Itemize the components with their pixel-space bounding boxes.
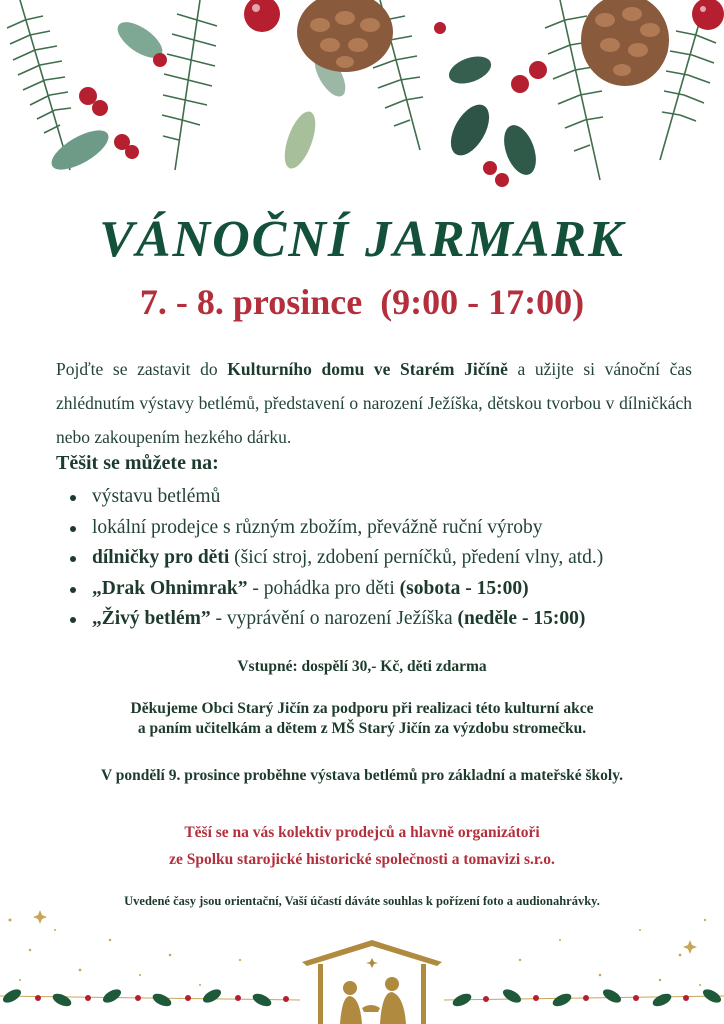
list-item-time: (sobota - 15:00) bbox=[399, 577, 529, 599]
list-item bbox=[56, 574, 706, 605]
organizers-note bbox=[0, 819, 724, 873]
intro-venue: Kulturního domu ve Starém Jičíně bbox=[227, 358, 508, 379]
disclaimer: Uvedené časy jsou orientační, Vaší účastí dáváte souhlas k pořízení foto a audionahrávky. bbox=[124, 894, 600, 908]
intro-text-end: a užijte si vánoční čas zhlédnutím výstavy betlémů, představení o narození Ježíška, dětskou tvorbou v dílničkách nebo zakoupením hezkého dárku. bbox=[56, 358, 692, 447]
list-item-time: (neděle - 15:00) bbox=[457, 608, 586, 629]
bottom-decoration bbox=[0, 900, 724, 1024]
holly-garland-icon bbox=[0, 987, 724, 1009]
pine-garland-decoration bbox=[0, 0, 724, 200]
organizers-line: Těší se na vás kolektiv prodejců a hlavně organizátoři bbox=[184, 824, 540, 841]
program-list bbox=[56, 482, 706, 635]
event-hours: (9:00 - 17:00) bbox=[380, 282, 585, 322]
list-item-bold: dílničky pro děti bbox=[92, 547, 230, 568]
list-item-text: - pohádka pro děti bbox=[247, 577, 400, 599]
event-date-range: 7. - 8. prosince bbox=[139, 282, 363, 322]
thanks-note bbox=[0, 699, 724, 739]
list-item-text: (šicí stroj, zdobení perníčků, předení vlny, atd.) bbox=[229, 547, 604, 568]
intro-paragraph bbox=[56, 352, 692, 454]
list-item bbox=[56, 482, 706, 513]
list-item-text: výstavu betlémů bbox=[92, 486, 221, 507]
list-item bbox=[56, 513, 706, 544]
list-item-bold: „Živý betlém” bbox=[92, 608, 211, 629]
event-dates bbox=[0, 280, 724, 324]
list-item bbox=[56, 543, 706, 574]
organizers-line: ze Spolku starojické historické společnosti a tomavizi s.r.o. bbox=[169, 851, 555, 868]
intro-text-start: Pojďte se zastavit do bbox=[56, 358, 228, 379]
entry-fee: Vstupné: dospělí 30,- Kč, děti zdarma bbox=[237, 658, 487, 675]
list-item bbox=[56, 604, 706, 635]
list-heading: Těšit se můžete na: bbox=[56, 452, 219, 474]
thanks-line: a paním učitelkám a dětem z MŠ Starý Jičín za výzdobu stromečku. bbox=[137, 720, 587, 737]
thanks-line: Děkujeme Obci Starý Jičín za podporu při realizaci této kulturní akce bbox=[130, 700, 594, 717]
event-title: VÁNOČNÍ JARMARK bbox=[99, 211, 625, 268]
list-item-text: - vyprávění o narození Ježíška bbox=[210, 608, 458, 629]
monday-note: V pondělí 9. prosince proběhne výstava betlémů pro základní a mateřské školy. bbox=[100, 767, 624, 784]
list-item-text: lokální prodejce s různým zbožím, převážně ruční výroby bbox=[92, 516, 543, 538]
list-item-bold: „Drak Ohnimrak” bbox=[92, 577, 248, 599]
nativity-scene-icon bbox=[302, 940, 442, 1024]
